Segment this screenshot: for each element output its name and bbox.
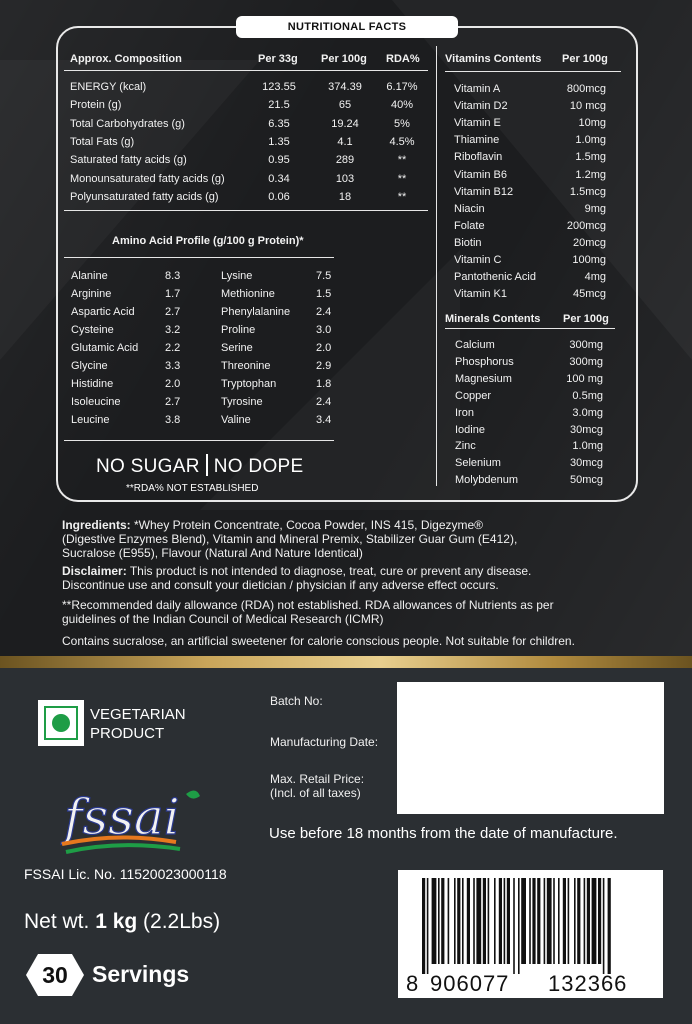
- vitamin-name: Riboflavin: [454, 151, 503, 164]
- servings-count: 30: [42, 962, 68, 988]
- amino-name: Cysteine: [71, 324, 114, 336]
- vitamins-header: Vitamins Contents: [445, 53, 542, 65]
- disclaimer-label: Disclaimer:: [62, 564, 127, 578]
- amino-value: 2.7: [165, 396, 181, 408]
- vegetarian-label: [90, 705, 186, 743]
- amino-name: Tryptophan: [221, 378, 277, 390]
- barcode: [398, 870, 663, 998]
- amino-name: Threonine: [221, 360, 271, 372]
- rda-note: **RDA% NOT ESTABLISHED: [126, 483, 259, 494]
- amino-value: 3.2: [165, 324, 181, 336]
- amino-name: Valine: [221, 414, 251, 426]
- barcode-digits-right: 132366: [548, 971, 628, 996]
- mineral-value: 0.5mg: [572, 389, 603, 402]
- batch-print-area: [397, 682, 664, 814]
- mineral-name: Iodine: [455, 423, 485, 436]
- amino-value: 1.7: [165, 288, 181, 300]
- amino-value: 2.4: [316, 306, 332, 318]
- fssai-license: FSSAI Lic. No. 11520023000118: [24, 866, 227, 882]
- disclaimer: [62, 564, 662, 592]
- mineral-value: 300mg: [569, 339, 603, 351]
- vitamin-value: 9mg: [584, 202, 606, 215]
- amino-name: Proline: [221, 324, 256, 336]
- vitamin-name: Thiamine: [454, 134, 500, 147]
- vitamin-value: 1.0mg: [575, 134, 606, 147]
- batch-label: Batch No:: [270, 694, 323, 708]
- composition-per33: 6.35: [268, 117, 290, 130]
- composition-header: Approx. Composition: [70, 53, 182, 65]
- composition-per100: 18: [338, 190, 352, 203]
- no-dope-text: NO DOPE: [213, 456, 304, 477]
- amino-value: 8.3: [165, 270, 181, 282]
- amino-value: 1.8: [316, 378, 332, 390]
- composition-per100: 19.24: [331, 117, 359, 130]
- amino-name: Leucine: [71, 414, 110, 426]
- vitamins-header-rule: [445, 71, 621, 72]
- amino-name: Alanine: [71, 270, 108, 282]
- amino-value: 2.0: [165, 378, 181, 390]
- vitamin-value: 10mg: [578, 117, 606, 130]
- net-weight-value: 1 kg: [95, 910, 138, 933]
- net-weight: [24, 910, 220, 934]
- mineral-name: Zinc: [455, 440, 476, 453]
- mineral-name: Molybdenum: [455, 474, 518, 487]
- amino-title: Amino Acid Profile (g/100 g Protein)*: [112, 235, 304, 247]
- amino-bottom-rule: [64, 440, 334, 441]
- ingredients: [62, 518, 662, 560]
- disclaimer-line1: This product is not intended to diagnose, treat, cure or prevent any disease.: [126, 564, 532, 578]
- mineral-name: Copper: [455, 389, 492, 402]
- composition-name: Saturated fatty acids (g): [70, 154, 187, 167]
- composition-per33: 21.5: [268, 99, 290, 112]
- barcode-digits-left: 906077: [430, 971, 510, 996]
- fssai-logo-text: fssai: [64, 788, 180, 846]
- gold-divider: [0, 656, 692, 668]
- amino-name: Isoleucine: [71, 396, 121, 408]
- vegetarian-icon: [38, 700, 84, 746]
- amino-name: Glycine: [71, 360, 108, 372]
- vitamin-value: 800mcg: [566, 83, 606, 95]
- composition-per100: 289: [335, 154, 355, 167]
- composition-per33: 0.34: [268, 172, 290, 185]
- barcode-digit-first: 8: [406, 971, 419, 996]
- mrp-line1: Max. Retail Price:: [270, 772, 365, 786]
- vitamin-value: 4mg: [584, 271, 606, 284]
- ingredients-label: Ingredients:: [62, 518, 131, 532]
- composition-name: Monounsaturated fatty acids (g): [70, 172, 225, 185]
- amino-value: 3.8: [165, 414, 181, 426]
- mineral-value: 50mcg: [569, 474, 603, 487]
- vitamin-name: Vitamin K1: [454, 288, 507, 301]
- column-divider: [436, 46, 437, 486]
- mineral-name: Phosphorus: [455, 355, 514, 368]
- mfg-date-label: Manufacturing Date:: [270, 735, 379, 749]
- composition-rda: 40%: [390, 99, 414, 112]
- ingredients-line3: Sucralose (E955), Flavour (Natural And Nature Identical): [62, 546, 363, 560]
- fssai-logo-icon: [58, 782, 208, 862]
- vitamin-name: Pantothenic Acid: [454, 271, 536, 284]
- composition-rda: 6.17%: [386, 81, 418, 93]
- vitamin-value: 1.5mcg: [569, 185, 606, 198]
- minerals-header: Minerals Contents: [445, 313, 541, 325]
- composition-name: Total Carbohydrates (g): [70, 117, 185, 130]
- amino-value: 2.9: [316, 360, 332, 372]
- rda-line2: guidelines of the Indian Council of Medical Research (ICMR): [62, 612, 384, 626]
- composition-per100: 65: [338, 99, 352, 112]
- no-sugar-text: NO SUGAR: [96, 456, 200, 477]
- composition-rda: **: [397, 154, 407, 167]
- amino-value: 2.0: [316, 342, 332, 354]
- vitamin-value: 1.2mg: [575, 168, 606, 181]
- ingredients-line1: *Whey Protein Concentrate, Cocoa Powder, INS 415, Digezyme®: [130, 518, 484, 532]
- mrp-label: [270, 772, 364, 800]
- vitamin-name: Vitamin E: [454, 117, 501, 130]
- amino-name: Aspartic Acid: [71, 306, 135, 318]
- use-before-text: Use before 18 months from the date of manufacture.: [269, 825, 618, 842]
- net-weight-alt: (2.2Lbs): [137, 910, 221, 933]
- vitamin-name: Vitamin A: [454, 83, 501, 95]
- mineral-name: Calcium: [455, 339, 495, 351]
- rda-line1: **Recommended daily allowance (RDA) not established. RDA allowances of Nutrients as per: [62, 598, 554, 612]
- amino-name: Glutamic Acid: [71, 342, 139, 354]
- mineral-value: 300mg: [569, 355, 603, 368]
- vitamin-value: 1.5mg: [575, 151, 606, 164]
- minerals-per-header: Per 100g: [563, 313, 609, 325]
- vitamin-value: 45mcg: [572, 288, 606, 301]
- composition-name: Polyunsaturated fatty acids (g): [70, 190, 219, 203]
- composition-per33: 0.95: [268, 154, 290, 167]
- amino-value: 2.4: [316, 396, 332, 408]
- vitamin-name: Vitamin B6: [454, 168, 507, 181]
- composition-rda: 4.5%: [389, 135, 415, 148]
- vitamin-name: Folate: [454, 219, 485, 232]
- per100-header: Per 100g: [321, 53, 367, 65]
- disclaimer-line2: Discontinue use and consult your dietician / physician if any adverse effect occurs.: [62, 578, 499, 592]
- mineral-value: 100 mg: [566, 372, 603, 385]
- amino-name: Serine: [221, 342, 253, 354]
- composition-name: Protein (g): [70, 99, 122, 112]
- per33-header: Per 33g: [258, 53, 298, 65]
- amino-name: Methionine: [221, 288, 275, 300]
- amino-top-rule: [64, 257, 334, 258]
- composition-rda: **: [397, 172, 407, 185]
- composition-per100: 374.39: [328, 81, 362, 93]
- barcode-bars-icon: [408, 878, 653, 974]
- composition-per33: 0.06: [268, 190, 290, 203]
- mrp-line2: (Incl. of all taxes): [270, 786, 361, 800]
- composition-per100: 103: [335, 172, 355, 185]
- composition-name: Total Fats (g): [70, 135, 135, 148]
- vitamin-name: Vitamin B12: [454, 185, 514, 198]
- no-sugar-no-dope: [96, 454, 303, 478]
- amino-value: 1.5: [316, 288, 332, 300]
- veg-line2: PRODUCT: [90, 725, 165, 742]
- composition-per33: 123.55: [262, 81, 296, 93]
- mineral-name: Magnesium: [455, 372, 512, 385]
- amino-name: Histidine: [71, 378, 114, 390]
- net-weight-label: Net wt.: [24, 910, 96, 933]
- composition-per100: 4.1: [337, 135, 353, 148]
- mineral-value: 3.0mg: [572, 406, 603, 419]
- amino-value: 2.7: [165, 306, 181, 318]
- mineral-value: 30mcg: [569, 423, 603, 436]
- vitamin-name: Vitamin C: [454, 254, 502, 266]
- amino-value: 3.4: [316, 414, 332, 426]
- composition-rda: **: [397, 190, 407, 203]
- amino-value: 3.0: [316, 324, 332, 336]
- vitamin-value: 200mcg: [566, 219, 606, 232]
- vitamin-value: 100mg: [572, 254, 606, 266]
- composition-per33: 1.35: [268, 135, 290, 148]
- nutrition-title: NUTRITIONAL FACTS: [236, 16, 458, 38]
- composition-name: ENERGY (kcal): [70, 81, 147, 93]
- rda-header: RDA%: [386, 53, 420, 65]
- vitamin-name: Vitamin D2: [454, 100, 508, 113]
- amino-value: 7.5: [316, 270, 332, 282]
- sucralose-note: Contains sucralose, an artificial sweetener for calorie conscious people. Not suitable for children.: [62, 634, 575, 648]
- vitamin-name: Biotin: [454, 236, 482, 249]
- amino-value: 3.3: [165, 360, 181, 372]
- amino-name: Lysine: [221, 270, 253, 282]
- vitamins-per-header: Per 100g: [562, 53, 608, 65]
- composition-header-rule: [64, 70, 428, 71]
- vitamin-value: 10 mcg: [569, 100, 606, 113]
- vitamin-value: 20mcg: [572, 236, 606, 249]
- mineral-value: 30mcg: [569, 457, 603, 470]
- mineral-name: Iron: [455, 406, 474, 419]
- servings-label: Servings: [92, 961, 190, 987]
- composition-rda: 5%: [394, 117, 410, 130]
- amino-value: 2.2: [165, 342, 181, 354]
- composition-bottom-rule: [64, 210, 428, 211]
- amino-name: Tyrosine: [221, 396, 263, 408]
- amino-name: Phenylalanine: [221, 306, 291, 318]
- vitamin-name: Niacin: [454, 202, 485, 215]
- ingredients-line2: (Digestive Enzymes Blend), Vitamin and Mineral Premix, Stabilizer Guar Gum (E412),: [62, 532, 518, 546]
- mineral-name: Selenium: [455, 457, 501, 470]
- veg-line1: VEGETARIAN: [90, 706, 186, 723]
- minerals-header-rule: [445, 328, 615, 329]
- mineral-value: 1.0mg: [572, 440, 603, 453]
- amino-name: Arginine: [71, 288, 112, 300]
- rda-paragraph: [62, 598, 662, 626]
